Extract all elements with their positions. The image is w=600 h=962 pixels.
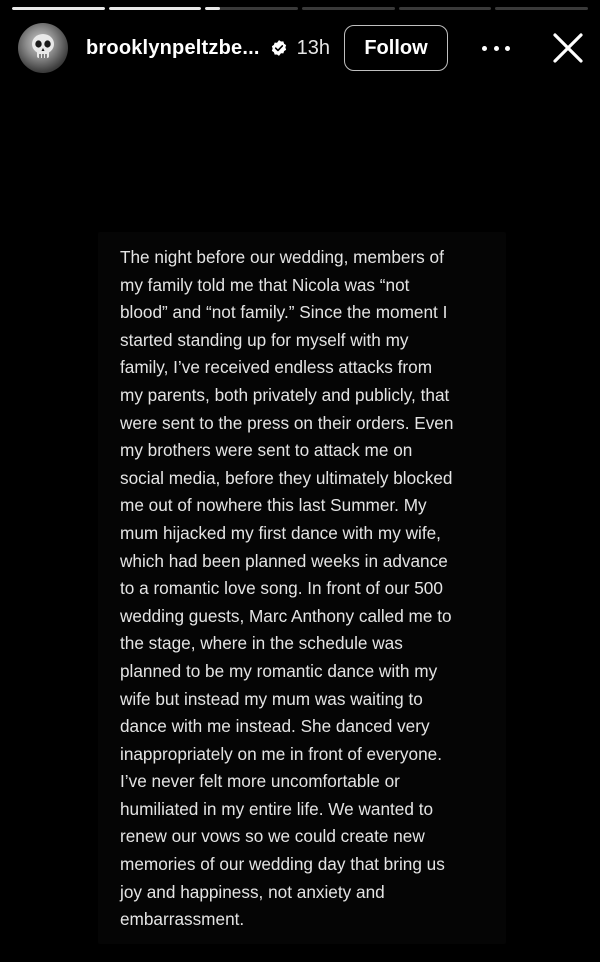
story-text-line: my family told me that Nicola was “not [120,274,410,295]
progress-segment-fill [109,7,202,10]
dot [505,46,510,51]
story-text-line: started standing up for myself with my [120,329,409,350]
story-text-line: which had been planned weeks in advance [120,550,448,571]
story-text-line: planned to be my romantic dance with my [120,660,438,681]
progress-segment [495,7,588,10]
story-text-line: mum hijacked my first dance with my wife, [120,522,441,543]
story-text-line: blood” and “not family.” Since the moment I [120,302,448,323]
story-text-line: were sent to the press on their orders. Even [120,412,454,433]
progress-segment-fill [205,7,220,10]
story-text-line: dance with me instead. She danced very [120,716,430,737]
username[interactable]: brooklynpeltzbe... [86,36,260,59]
story-text-line: renew our vows so we could create new [120,826,425,847]
story-text-line: wife but instead my mum was waiting to [120,688,423,709]
story-text-line: me out of nowhere this last Summer. My [120,495,427,516]
story-statement-text [120,244,490,934]
story-header [18,22,586,74]
story-text-line: social media, before they ultimately blocked [120,467,453,488]
story-text-line: The night before our wedding, members of [120,247,444,267]
progress-segment [12,7,105,10]
story-timestamp: 13h [296,36,330,59]
story-text-line: inappropriately on me in front of everyone. [120,743,442,764]
skull-avatar-icon [30,33,56,61]
story-progress-bar [12,7,588,10]
progress-segment [109,7,202,10]
dot [482,46,487,51]
story-text-line: my brothers were sent to attack me on [120,440,413,461]
story-text-line: humiliated in my entire life. We wanted to [120,798,434,819]
story-text-line: the stage, where in the schedule was [120,633,403,654]
progress-segment [205,7,298,10]
progress-segment [302,7,395,10]
story-text-line: memories of our wedding day that bring us [120,854,445,875]
story-text-line: wedding guests, Marc Anthony called me to [120,605,452,626]
story-text-line: my parents, both privately and publicly, that [120,384,450,405]
story-text-line: joy and happiness, not anxiety and [120,881,385,902]
more-options-icon[interactable] [482,38,510,58]
story-text-line: I’ve never felt more uncomfortable or [120,771,400,792]
progress-segment-fill [12,7,105,10]
avatar[interactable] [18,23,68,73]
story-text-line: family, I’ve received endless attacks from [120,357,433,378]
verified-badge-icon [270,39,288,57]
dot [494,46,499,51]
close-icon[interactable] [550,30,586,66]
story-text-line: embarrassment. [120,909,245,930]
progress-segment [399,7,492,10]
follow-button[interactable]: Follow [344,25,448,71]
story-text-line: to a romantic love song. In front of our 500 [120,578,443,599]
